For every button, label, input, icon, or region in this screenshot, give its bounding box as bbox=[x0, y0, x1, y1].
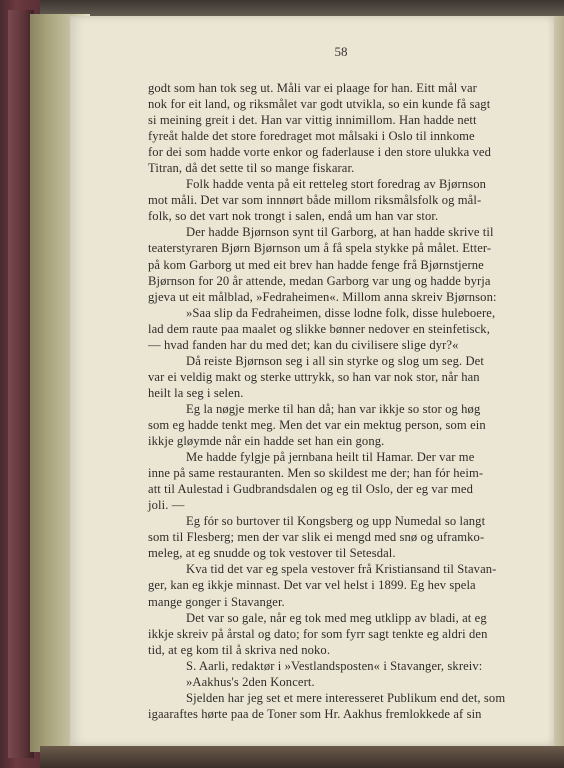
text-line: lad dem raute paa maalet og slikke bønner nedover en steinfetisck, bbox=[148, 321, 490, 336]
body-text bbox=[148, 80, 531, 722]
text-line: ger, kan eg ikkje minnast. Det var vel helst i 1899. Eg hev spela bbox=[148, 578, 476, 593]
text-line: Då reiste Bjørnson seg i all sin styrke og slog um seg. Det bbox=[186, 353, 484, 368]
text-line: Sjelden har jeg set et mere interesseret Publikum end det, som bbox=[186, 690, 506, 705]
text-line: »Saa slip da Fedraheimen, disse lodne folk, disse huleboere, bbox=[186, 305, 496, 320]
text-line: si meining greit i det. Han var vittig innimillom. Han hadde nett bbox=[148, 113, 477, 128]
text-line: inne på same restauranten. Men so skildest me der; han fór heim- bbox=[148, 466, 484, 481]
text-line: mot måli. Det var som innnørt både millom riksmålsfolk og mål- bbox=[148, 193, 482, 208]
text-line: joli. — bbox=[148, 498, 185, 513]
text-line: teaterstyraren Bjørn Bjørnson um å få spela stykke på målet. Etter- bbox=[148, 241, 492, 256]
text-line: Folk hadde venta på eit retteleg stort foredrag av Bjørnson bbox=[186, 177, 487, 192]
text-line: tid, at eg kom til å skriva ned noko. bbox=[148, 642, 331, 657]
text-line: Der hadde Bjørnson synt til Garborg, at han hadde skrive til bbox=[186, 225, 494, 240]
text-line: Titran, då det sette til so mange fiskarar. bbox=[148, 161, 355, 176]
text-line: Bjørnson for 20 år attende, medan Garborg var ung og hadde byrja bbox=[148, 273, 491, 288]
page-number-text: 58 bbox=[334, 44, 348, 59]
text-line: — hvad fanden har du med det; kan du civilisere slige dyr?« bbox=[148, 337, 459, 352]
text-line: Kva tid det var eg spela vestover frå Kristiansand til Stavan- bbox=[186, 562, 497, 577]
text-line: mange gonger i Stavanger. bbox=[148, 594, 285, 609]
text-line: for dei som hadde vorte enkor og faderlause i den store ulukka ved bbox=[148, 145, 492, 160]
text-line: Me hadde fylgje på jernbana heilt til Hamar. Der var me bbox=[186, 450, 475, 465]
text-line: nok for eit land, og riksmålet var godt utvikla, so ein kunde få sagt bbox=[148, 97, 491, 112]
text-line: ikkje gløymde når ein hadde set han ein gong. bbox=[148, 434, 385, 449]
text-line: heilt la seg i selen. bbox=[148, 385, 244, 400]
text-line: fyreåt halde det store foredraget mot målsaki i Oslo til innkome bbox=[148, 129, 475, 144]
text-line: som eg hadde tenkt meg. Men det var ein mektug person, som ein bbox=[148, 417, 486, 432]
background-bottom bbox=[40, 746, 564, 768]
text-line: S. Aarli, redaktør i »Vestlandsposten« i Stavanger, skreiv: bbox=[186, 658, 483, 673]
text-line: »Aakhus's 2den Koncert. bbox=[186, 674, 315, 689]
text-line: ikkje skreiv på årstal og dato; for som fyrr sagt tenkte eg aldri den bbox=[148, 626, 488, 641]
text-line: på kom Garborg ut med eit brev han hadde fenge frå Bjørnstjerne bbox=[148, 257, 484, 272]
text-line: igaaraftes hørte paa de Toner som Hr. Aakhus fremlokkede af sin bbox=[148, 706, 482, 721]
text-line: godt som han tok seg ut. Måli var ei plaage for han. Eitt mål var bbox=[148, 81, 477, 95]
text-line: gjeva ut eit målblad, »Fedraheimen«. Millom anna skreiv Bjørnson: bbox=[148, 289, 497, 304]
text-line: att til Aulestad i Gudbrandsdalen og eg til Oslo, der eg var med bbox=[148, 482, 474, 497]
text-line: meleg, at eg snudde og tok vestover til Setesdal. bbox=[148, 546, 396, 561]
text-line: var ei veldig makt og sterke uttrykk, so han var nok stor, når han bbox=[148, 369, 480, 384]
text-line: Det var so gale, når eg tok med meg utklipp av bladi, at eg bbox=[186, 610, 487, 625]
text-line: folk, so det vart nok trongt i salen, endå um han var stor. bbox=[148, 209, 439, 224]
page-number bbox=[0, 44, 564, 60]
text-line: Eg fór so burtover til Kongsberg og upp Numedal so langt bbox=[186, 514, 486, 529]
text-line: som til Flesberg; men der var slik ei mengd med snø og uframko- bbox=[148, 530, 485, 545]
text-line: Eg la nøgje merke til han då; han var ikkje so stor og høg bbox=[186, 401, 481, 416]
